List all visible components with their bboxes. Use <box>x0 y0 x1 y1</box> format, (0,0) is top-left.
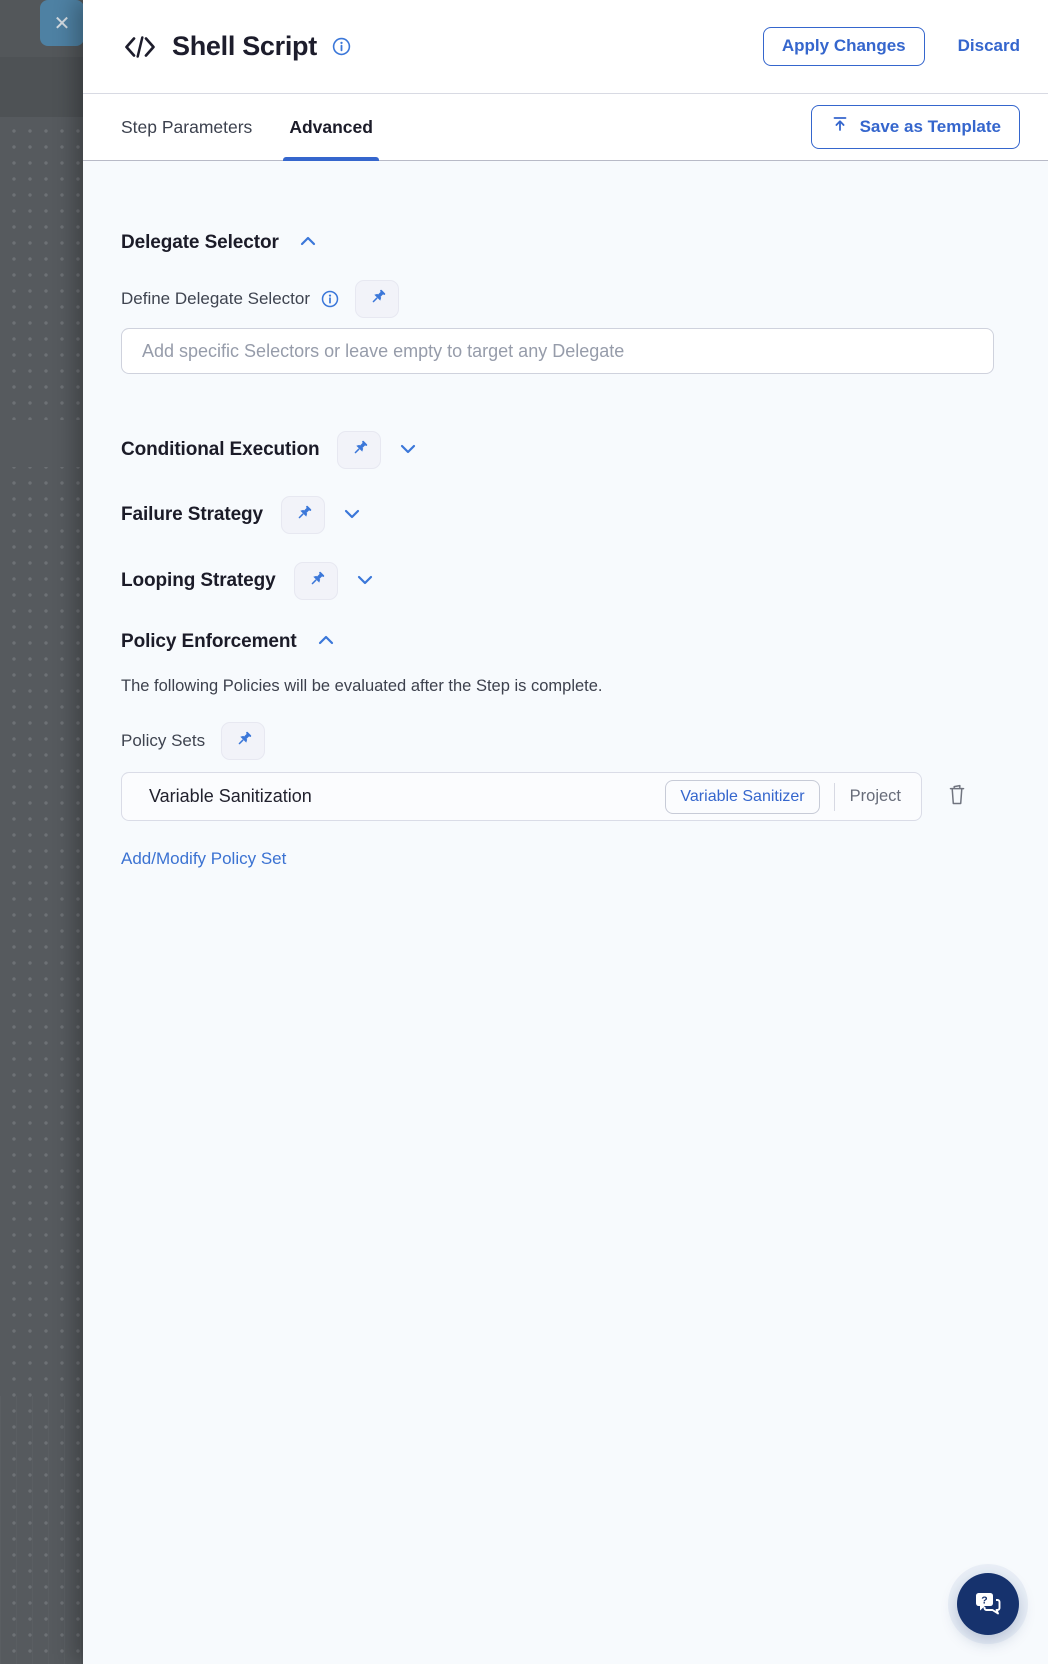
failure-strategy-expand-button[interactable] <box>339 501 365 530</box>
policy-sets-row <box>121 722 1048 760</box>
policy-set-name: Variable Sanitization <box>149 786 312 806</box>
policy-enforcement-description: The following Policies will be evaluated after the Step is complete. <box>121 677 603 695</box>
define-delegate-selector-label: Define Delegate Selector <box>121 289 311 308</box>
help-chat-fab-button[interactable] <box>957 1573 1019 1635</box>
delegate-selector-pin-button[interactable] <box>355 280 399 318</box>
policy-entity-badge[interactable] <box>665 780 819 814</box>
discard-label: Discard <box>957 36 1020 56</box>
failure-strategy-row <box>121 496 1048 534</box>
pipeline-canvas <box>0 0 83 1664</box>
looping-strategy-row <box>121 562 1048 600</box>
conditional-execution-expand-button[interactable] <box>395 436 421 465</box>
pin-icon <box>366 287 388 312</box>
chevron-up-icon <box>315 629 337 654</box>
policy-enforcement-collapse-button[interactable] <box>313 627 339 656</box>
save-as-template-label: Save as Template <box>859 116 1001 136</box>
chevron-down-icon <box>341 503 363 528</box>
delegate-selector-title: Delegate Selector <box>121 231 279 253</box>
chevron-up-icon <box>297 230 319 255</box>
drawer-tabbar <box>83 94 1048 161</box>
step-title: Shell Script <box>172 31 317 61</box>
step-info-icon[interactable] <box>330 35 353 58</box>
conditional-execution-row <box>121 431 1048 469</box>
close-icon: ✕ <box>53 12 71 35</box>
apply-changes-label: Apply Changes <box>781 36 906 56</box>
pin-icon <box>292 503 314 528</box>
failure-strategy-pin-button[interactable] <box>281 496 325 534</box>
pin-icon <box>232 729 254 754</box>
discard-button[interactable] <box>958 36 1020 56</box>
policy-scope-label: Project <box>849 787 901 805</box>
policy-entity-label: Variable Sanitizer <box>680 787 805 805</box>
upload-template-icon <box>830 114 850 139</box>
delegate-selector-info-icon[interactable] <box>319 288 341 310</box>
conditional-execution-title: Conditional Execution <box>121 439 320 460</box>
tab-list <box>121 94 811 160</box>
add-modify-policy-set-link[interactable]: Add/Modify Policy Set <box>121 849 287 868</box>
close-drawer-button[interactable] <box>40 0 84 46</box>
chevron-down-icon <box>397 438 419 463</box>
policy-set-card <box>121 772 922 821</box>
chevron-down-icon <box>354 569 376 594</box>
chat-help-icon <box>972 1587 1004 1622</box>
looping-strategy-expand-button[interactable] <box>352 567 378 596</box>
conditional-execution-pin-button[interactable] <box>337 431 381 469</box>
looping-strategy-title: Looping Strategy <box>121 570 276 591</box>
svg-text:?: ? <box>981 1594 988 1607</box>
policy-set-item-row <box>121 772 1048 821</box>
drawer-header <box>83 0 1048 94</box>
policy-enforcement-title: Policy Enforcement <box>121 630 297 652</box>
looping-strategy-pin-button[interactable] <box>294 562 338 600</box>
policy-sets-pin-button[interactable] <box>221 722 265 760</box>
shell-script-code-icon <box>121 30 159 64</box>
tab-step-parameters[interactable] <box>121 94 252 160</box>
apply-changes-button[interactable] <box>763 27 925 65</box>
policy-enforcement-heading-row <box>121 627 1048 656</box>
canvas-grid-lines <box>0 1396 83 1664</box>
delegate-selector-heading-row <box>121 228 1048 257</box>
policy-sets-label: Policy Sets <box>121 731 206 750</box>
advanced-tab-content <box>83 161 1048 1664</box>
tabbar-actions <box>811 94 1020 160</box>
delete-policy-set-button[interactable] <box>944 781 970 812</box>
drawer-header-actions <box>763 27 1020 65</box>
define-delegate-selector-row <box>121 280 1048 318</box>
tab-advanced[interactable] <box>289 94 373 160</box>
failure-strategy-title: Failure Strategy <box>121 504 264 525</box>
step-config-drawer <box>83 0 1048 1664</box>
canvas-header-band <box>0 57 83 117</box>
tab-advanced-label: Advanced <box>289 116 373 137</box>
delegate-selector-input[interactable] <box>121 328 994 374</box>
trash-icon <box>946 783 968 810</box>
pin-icon <box>348 438 370 463</box>
pin-icon <box>305 569 327 594</box>
step-title-group <box>121 30 763 64</box>
tab-step-parameters-label: Step Parameters <box>121 116 253 137</box>
save-as-template-button[interactable] <box>811 105 1020 148</box>
canvas-lane-divider <box>0 420 83 467</box>
delegate-selector-collapse-button[interactable] <box>295 228 321 257</box>
